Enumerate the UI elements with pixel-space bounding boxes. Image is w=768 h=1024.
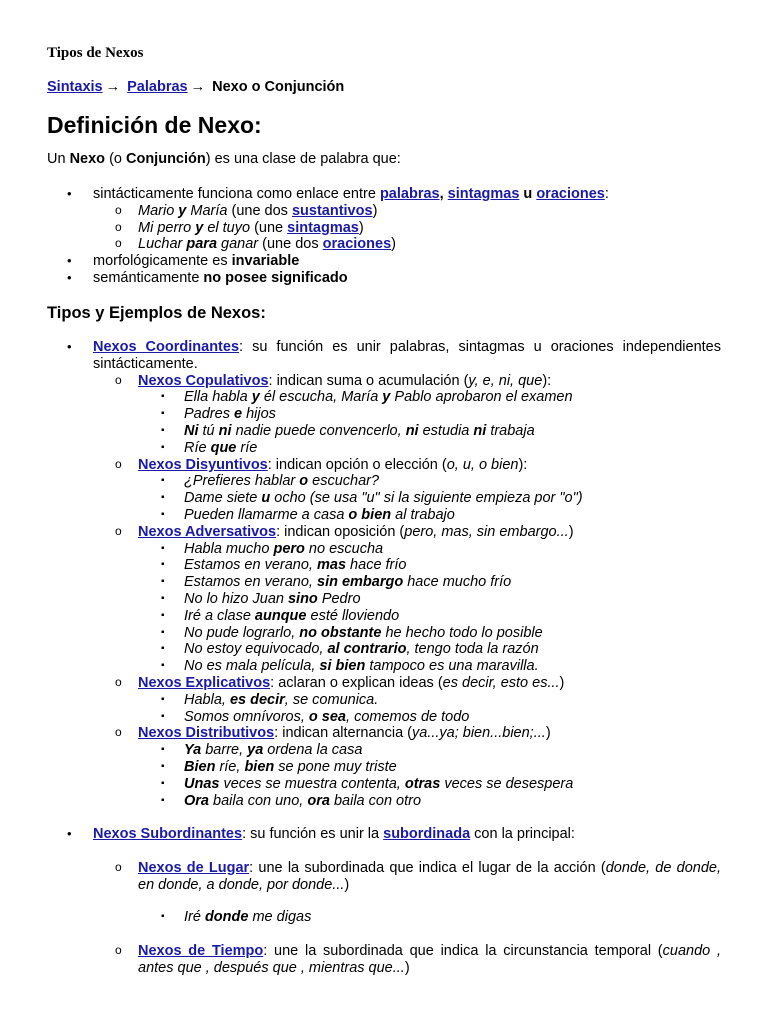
example-nexo: para (186, 236, 218, 253)
list-item (47, 253, 721, 270)
example-nexo: es decir (229, 691, 285, 708)
examples: y, e, ni, que (468, 372, 543, 389)
example: veces se muestra contenta, (219, 775, 405, 792)
example-item (138, 625, 721, 642)
example-item (138, 608, 721, 625)
link-nexos-distributivos[interactable]: Nexos Distributivos (138, 725, 275, 742)
example: Iré (184, 909, 205, 926)
link-subordinada[interactable]: subordinada (383, 826, 471, 842)
example: se pone muy triste (274, 758, 397, 775)
example: al trabajo (391, 506, 455, 523)
example-nexo: y (195, 219, 204, 236)
example: Estamos en verano, (184, 574, 317, 591)
example-item (138, 507, 721, 524)
link-nexos-explicativos[interactable]: Nexos Explicativos (138, 674, 271, 691)
example: no escucha (304, 540, 384, 557)
example-item (138, 473, 721, 490)
example: nadie puede convencerlo, (231, 422, 406, 439)
example-nexo: bien (244, 758, 275, 775)
link-oraciones[interactable]: oraciones (322, 236, 392, 253)
example: estudia (418, 422, 474, 439)
example-item (138, 641, 721, 658)
link-nexos-copulativos[interactable]: Nexos Copulativos (138, 372, 269, 389)
types-heading: Tipos y Ejemplos de Nexos: (47, 304, 266, 322)
item-text: ) (358, 219, 364, 236)
list-item (93, 220, 721, 237)
example: escuchar? (308, 473, 380, 490)
examples: pero, mas, sin embargo... (404, 523, 569, 540)
example-nexo: y (251, 389, 260, 406)
item-text: con la principal: (470, 826, 575, 842)
example: No pude lograrlo, (184, 624, 300, 641)
example: , tengo toda la razón (406, 641, 539, 658)
example: Iré a clase (184, 607, 255, 624)
item-text: : une la subordinada que indica la circunstancia temporal ( (263, 943, 663, 960)
item-text: : su función es unir la (242, 826, 384, 842)
example: trabaja (486, 422, 535, 439)
examples: ya...ya; bien...bien;... (412, 725, 546, 742)
separator: , (439, 186, 448, 202)
item-text: ) (545, 725, 551, 742)
example-nexo: ora (307, 792, 330, 809)
example: No estoy equivocado, (184, 641, 328, 658)
item-text: (une dos (227, 202, 292, 219)
example: veces se desespera (440, 775, 574, 792)
example: tú (198, 422, 219, 439)
example-nexo: e (233, 406, 243, 423)
item-text: ): (518, 456, 528, 473)
example-list (138, 692, 721, 726)
example-item (138, 591, 721, 608)
example-item (138, 692, 721, 709)
example-nexo: si bien (319, 658, 366, 675)
example: , comemos de todo (346, 708, 470, 725)
item-text: : (604, 186, 609, 202)
example-item (138, 541, 721, 558)
item-text: ) (404, 959, 410, 976)
example-nexo: otras (404, 775, 441, 792)
example: Ella habla (184, 389, 252, 406)
link-nexos-subordinantes[interactable]: Nexos Subordinantes (93, 826, 243, 842)
item-text: : indican opción o elección ( (267, 456, 447, 473)
item-text: ) (568, 523, 574, 540)
example-list (138, 909, 721, 926)
item-text: (une (250, 219, 288, 236)
definition-list (47, 186, 721, 287)
example-nexo: Ni (184, 422, 199, 439)
example: hace mucho frío (403, 574, 512, 591)
examples: cuando , antes que , después que , mientras que... (138, 943, 721, 976)
list-item (93, 524, 721, 675)
breadcrumb-link-sintaxis[interactable]: Sintaxis (47, 79, 103, 95)
intro-term: Nexo (69, 151, 106, 167)
example-item (138, 440, 721, 457)
example-item (138, 423, 721, 440)
example: Ríe (184, 439, 211, 456)
list-item (93, 943, 721, 977)
example: baila con uno, (209, 792, 308, 809)
item-text: : indican oposición ( (276, 523, 405, 540)
example: No es mala película, (184, 658, 320, 675)
item-text: ) (391, 236, 396, 253)
example-nexo: mas (317, 557, 347, 574)
example: Mi perro (138, 219, 196, 236)
example-nexo: Bien (184, 758, 216, 775)
example: Estamos en verano, (184, 557, 317, 574)
item-bold: no posee significado (203, 269, 348, 286)
examples: donde, de donde, en donde, a donde, por donde... (138, 859, 721, 893)
link-palabras[interactable]: palabras (379, 186, 440, 202)
item-bold: invariable (231, 253, 300, 270)
list-item (93, 236, 721, 253)
item-text: ) (559, 674, 565, 691)
example-item (138, 709, 721, 726)
intro-term: Conjunción (126, 151, 206, 167)
link-sintagmas[interactable]: sintagmas (287, 219, 359, 236)
example-nexo: o (299, 473, 309, 490)
example: hace frío (346, 557, 407, 574)
example-nexo: Ora (184, 792, 209, 809)
item-text: sintácticamente funciona como enlace entre (93, 186, 380, 202)
example-nexo: sin embargo (317, 574, 404, 591)
example-nexo: ya (247, 742, 264, 759)
intro-text: Un (47, 151, 70, 167)
example: barre, (201, 742, 248, 759)
example: ocho (se usa "u" si la siguiente empieza por "o") (270, 490, 583, 507)
item-text: morfológicamente es (93, 253, 232, 270)
conjunction: u (519, 186, 537, 202)
example-nexo: o sea (308, 708, 347, 725)
example-nexo: pero (273, 540, 305, 557)
example-nexo: y (382, 389, 391, 406)
example-nexo: u (261, 490, 271, 507)
list-item (47, 339, 721, 809)
breadcrumb-current: Nexo o Conjunción (212, 79, 345, 95)
link-sustantivos[interactable]: sustantivos (291, 202, 373, 219)
list-item (93, 373, 721, 457)
example-item (138, 557, 721, 574)
list-item (47, 826, 721, 977)
coordinantes-list (47, 339, 721, 809)
item-text: semánticamente (93, 269, 204, 286)
example-item (138, 759, 721, 776)
list-item (47, 186, 721, 253)
example: No lo hizo Juan (184, 590, 288, 607)
example: hijos (242, 406, 276, 423)
breadcrumb-arrow-icon: → (105, 79, 121, 95)
example: ríe (236, 439, 258, 456)
example-nexo: Ya (184, 742, 202, 759)
link-nexos-de-lugar[interactable]: Nexos de Lugar (138, 859, 250, 876)
link-nexos-disyuntivos[interactable]: Nexos Disyuntivos (138, 456, 268, 473)
example: María (186, 202, 228, 219)
example: Somos omnívoros, (184, 708, 309, 725)
item-text: : su función es unir palabras, sintagmas u oraciones independientes sintácticamente. (93, 339, 721, 372)
list-item (93, 860, 721, 926)
example-nexo: ni (218, 422, 232, 439)
list-item (93, 457, 721, 524)
example-item (138, 658, 721, 675)
item-text: : indican suma o acumulación ( (268, 372, 469, 389)
example-nexo: que (210, 439, 237, 456)
example: Habla mucho (184, 540, 274, 557)
example: el tuyo (203, 219, 251, 236)
example-item (138, 909, 721, 926)
list-item (47, 270, 721, 287)
item-text: : indican alternancia ( (274, 725, 412, 742)
example: tampoco es una maravilla. (365, 658, 539, 675)
example-nexo: Unas (184, 775, 220, 792)
example-nexo: ni (405, 422, 419, 439)
link-sintagmas[interactable]: sintagmas (447, 186, 520, 202)
breadcrumb-link-palabras[interactable]: Palabras (127, 79, 188, 95)
example: he hecho todo lo posible (381, 624, 543, 641)
item-text: : une la subordinada que indica el lugar de la acción ( (249, 859, 606, 876)
link-nexos-de-tiempo[interactable]: Nexos de Tiempo (138, 943, 264, 960)
breadcrumb (47, 79, 344, 95)
example-item (138, 574, 721, 591)
breadcrumb-arrow-icon: → (190, 79, 206, 95)
link-nexos-adversativos[interactable]: Nexos Adversativos (138, 523, 277, 540)
example: él escucha, María (259, 389, 383, 406)
example: ordena la casa (263, 742, 363, 759)
document-title: Tipos de Nexos (47, 45, 144, 61)
example: ríe, (215, 758, 245, 775)
example: baila con otro (329, 792, 422, 809)
example: Padres (184, 406, 234, 423)
example-list (138, 473, 721, 523)
item-text: ) (372, 202, 378, 219)
definition-heading: Definición de Nexo: (47, 112, 262, 138)
example: ¿Prefieres hablar (184, 473, 300, 490)
item-text: ): (542, 372, 552, 389)
link-nexos-coordinantes[interactable]: Nexos Coordinantes (93, 339, 240, 355)
item-text: ) (344, 876, 350, 893)
example: Pedro (317, 590, 361, 607)
link-oraciones[interactable]: oraciones (536, 186, 605, 202)
example-nexo: no obstante (299, 624, 382, 641)
example: esté lloviendo (306, 607, 400, 624)
example-item (138, 490, 721, 507)
example-nexo: sino (287, 590, 318, 607)
example-nexo: ni (473, 422, 487, 439)
sub-list (93, 203, 721, 253)
sub-list (93, 860, 721, 977)
list-item (93, 675, 721, 725)
item-text: : aclaran o explican ideas ( (270, 674, 443, 691)
example-item (138, 406, 721, 423)
example: ganar (217, 236, 259, 253)
examples: es decir, esto es... (442, 674, 560, 691)
example-item (138, 776, 721, 793)
item-text: (une dos (258, 236, 323, 253)
example-item (138, 742, 721, 759)
intro-text: (o (105, 151, 126, 167)
list-item (93, 725, 721, 809)
intro-text: ) es una clase de palabra que: (205, 151, 401, 167)
subordinantes-list (47, 826, 721, 977)
example-nexo: al contrario (327, 641, 407, 658)
example: Habla, (184, 691, 230, 708)
example-nexo: y (178, 202, 187, 219)
list-item (93, 203, 721, 220)
example-item (138, 389, 721, 406)
example-nexo: aunque (254, 607, 307, 624)
example-list (138, 742, 721, 809)
example: Dame siete (184, 490, 262, 507)
example-nexo: o bien (348, 506, 392, 523)
example: Mario (138, 202, 179, 219)
example: , se comunica. (284, 691, 379, 708)
sub-list (93, 373, 721, 810)
examples: o, u, o bien (446, 456, 519, 473)
example-item (138, 793, 721, 810)
example: Pablo aprobaron el examen (390, 389, 573, 406)
example: Luchar (138, 236, 187, 253)
example-list (138, 389, 721, 456)
example: me digas (248, 909, 312, 926)
example: Pueden llamarme a casa (184, 506, 349, 523)
example-list (138, 541, 721, 675)
intro-paragraph (47, 151, 401, 168)
example-nexo: donde (204, 909, 249, 926)
